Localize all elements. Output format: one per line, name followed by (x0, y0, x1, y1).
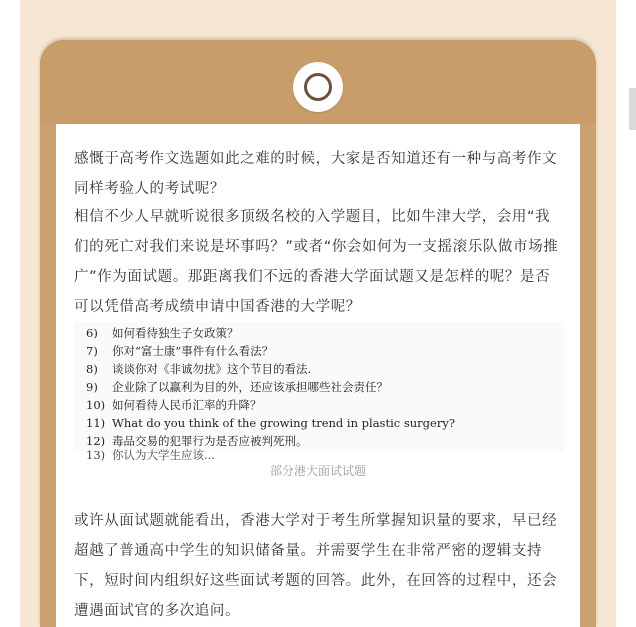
article-sheet (56, 124, 580, 627)
ring-icon (293, 62, 343, 112)
paragraph-oxford: 相信不少人早就听说很多顶级名校的入学题目，比如牛津大学，会用“我们的死亡对我们来说是坏事吗？”或者“你会如何为一支摇滚乐队做市场推广”作为面试题。那距离我们不远的香港大学面试题又是怎样的呢？是否可以凭借高考成绩申请中国香港的大学呢？ (74, 209, 559, 315)
quiz-item: 9) 企业除了以赢利为目的外，还应该承担哪些社会责任？ (86, 380, 388, 394)
quiz-item: 11) What do you think of the growing trend in plastic surgery? (86, 416, 455, 430)
folder-header (40, 40, 596, 124)
quiz-item: 6) 如何看待独生子女政策？ (86, 326, 239, 340)
quiz-item: 12) 毒品交易的犯罪行为是否应被判死刑。 (86, 434, 308, 448)
quiz-item: 7) 你对“富士康”事件有什么看法？ (86, 344, 274, 358)
quiz-item: 10) 如何看待人民币汇率的升降？ (86, 398, 262, 412)
paragraph-intro: 感慨于高考作文选题如此之难的时候，大家是否知道还有一种与高考作文同样考验人的考试呢？ (74, 151, 558, 197)
quiz-item: 8) 谈谈你对《非诚勿扰》这个节目的看法. (86, 362, 312, 376)
scrollbar-thumb[interactable] (629, 88, 636, 130)
ring-hole (304, 73, 332, 101)
quiz-item: 13) 你认为大学生应该... (86, 448, 215, 462)
paragraph-conclusion: 或许从面试题就能看出，香港大学对于考生所掌握知识量的要求，早已经超越了普通高中学生的知识储备量。并需要学生在非常严密的逻辑支持下，短时间内组织好这些面试考题的回答。此外，在回答的过程中，还会遭遇面试官的多次追问。 (74, 513, 558, 619)
image-caption: 部分港大面试试题 (269, 464, 366, 478)
quiz-image (74, 322, 564, 462)
